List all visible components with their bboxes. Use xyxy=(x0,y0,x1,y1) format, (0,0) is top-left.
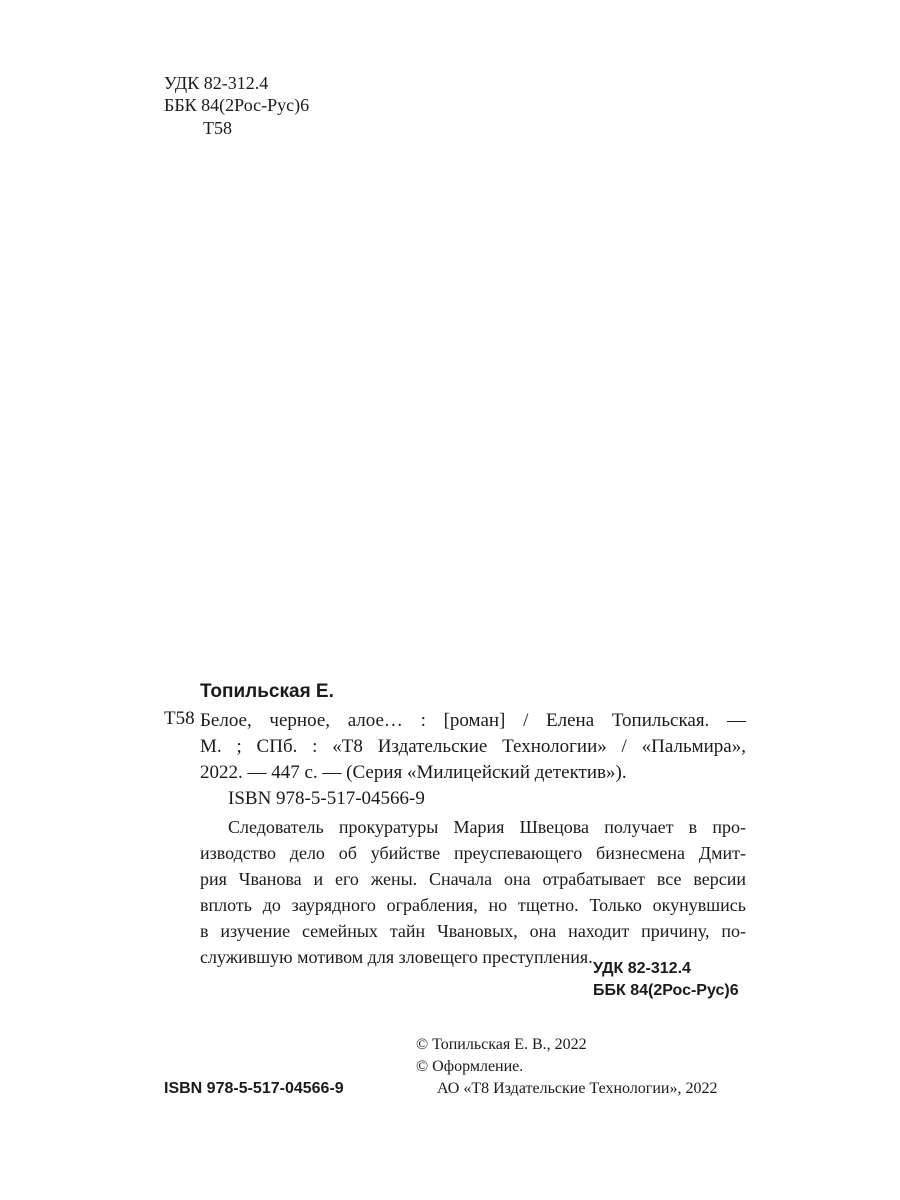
copyright-design: © Оформление. xyxy=(416,1058,524,1075)
record-author-mark: Т58 xyxy=(164,708,195,729)
record-line: М. ; СПб. : «Т8 Издательские Технологии» / «Пальмира», xyxy=(200,736,746,757)
classification-udk: УДК 82-312.4 xyxy=(593,960,691,977)
annotation-line: вплоть до заурядного ограбления, но тщетно. Только окунувшись xyxy=(200,895,746,915)
bottom-isbn: ISBN 978-5-517-04566-9 xyxy=(164,1080,344,1097)
annotation-line: Следователь прокуратуры Мария Швецова получает в про- xyxy=(228,817,746,837)
classification-bbk: ББК 84(2Рос-Рус)6 xyxy=(593,982,739,999)
annotation-line: служившую мотивом для зловещего преступления. xyxy=(200,947,593,967)
annotation-line: в изучение семейных тайн Чвановых, она находит причину, по- xyxy=(200,921,746,941)
copyright-author: © Топильская Е. В., 2022 xyxy=(416,1036,587,1053)
record-author: Топильская Е. xyxy=(200,681,334,702)
top-author-mark: Т58 xyxy=(203,118,232,138)
annotation-line: рия Чванова и его жены. Сначала она отрабатывает все версии xyxy=(200,869,746,889)
copyright-publisher: АО «Т8 Издательские Технологии», 2022 xyxy=(437,1080,718,1097)
annotation-line: изводство дело об убийстве преуспевающего бизнесмена Дмит- xyxy=(200,843,746,863)
record-line: 2022. — 447 с. — (Серия «Милицейский детектив»). xyxy=(200,762,627,783)
top-bbk-code: ББК 84(2Рос-Рус)6 xyxy=(164,95,310,115)
record-line: Белое, черное, алое… : [роман] / Елена Топильская. — xyxy=(200,710,746,731)
top-udk-code: УДК 82-312.4 xyxy=(164,73,269,93)
record-isbn: ISBN 978-5-517-04566-9 xyxy=(228,788,425,809)
